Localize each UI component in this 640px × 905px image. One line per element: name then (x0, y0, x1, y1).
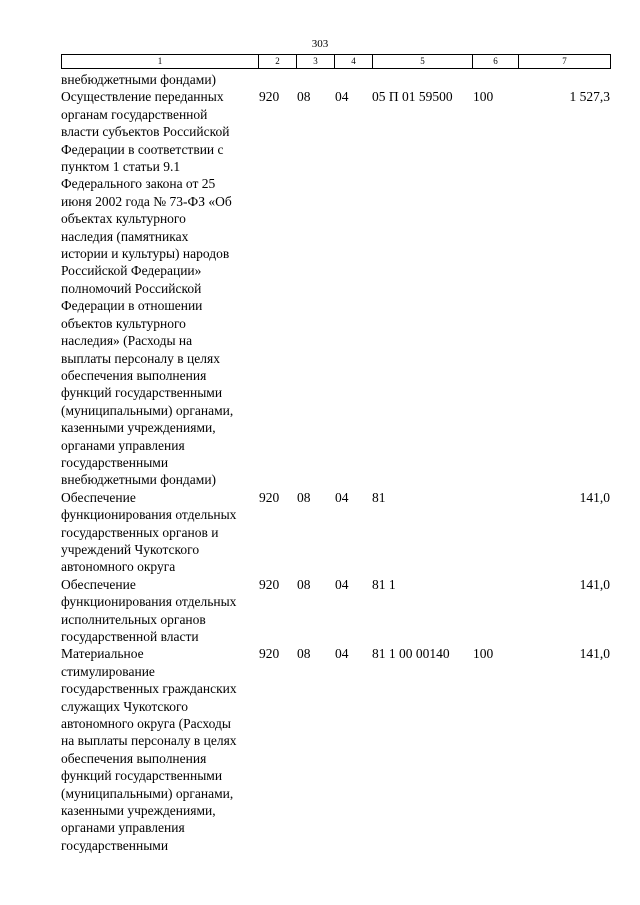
budget-table-body (61, 71, 610, 854)
description-line: выплаты персоналу в целях (61, 350, 220, 366)
section-code: 08 (297, 646, 311, 662)
description-line: обеспечения выполнения (61, 750, 207, 766)
description-line: стимулирование (61, 663, 155, 679)
column-header-1: 1 (62, 55, 259, 69)
column-header-7: 7 (519, 55, 611, 69)
target-article-code: 05 П 01 59500 (372, 89, 453, 105)
description-line: государственных органов и (61, 524, 219, 540)
description-line: государственными (61, 837, 169, 853)
description-line: пунктом 1 статьи 9.1 (61, 159, 181, 175)
description-line: служащих Чукотского (61, 698, 188, 714)
description-line: функций государственными (61, 768, 223, 784)
description-line: внебюджетными фондами) (61, 472, 217, 488)
description-line: полномочий Российской (61, 280, 202, 296)
description-line: казенными учреждениями, (61, 803, 216, 819)
description-line: функционирования отдельных (61, 507, 237, 523)
target-article-code: 81 (372, 489, 386, 505)
description-line: (муниципальными) органами, (61, 785, 234, 801)
table-row (61, 71, 610, 88)
description-line: автономного округа (61, 559, 176, 575)
description-line: казенными учреждениями, (61, 420, 216, 436)
description-line: государственных гражданских (61, 681, 237, 697)
description-line: объектов культурного (61, 315, 186, 331)
row-description (61, 71, 261, 88)
section-code: 08 (297, 489, 311, 505)
description-line: учреждений Чукотского (61, 541, 200, 557)
amount: 141,0 (579, 576, 610, 592)
description-line: Обеспечение (61, 576, 136, 592)
description-line: на выплаты персоналу в целях (61, 733, 237, 749)
description-line: Российской Федерации» (61, 263, 202, 279)
description-line: внебюджетными фондами) (61, 72, 217, 87)
description-line: органами управления (61, 437, 185, 453)
section-code: 08 (297, 89, 311, 105)
description-line: Обеспечение (61, 489, 136, 505)
description-line: органам государственной (61, 106, 208, 122)
description-line: Федерального закона от 25 (61, 176, 216, 192)
description-line: Материальное (61, 646, 144, 662)
column-header-5: 5 (373, 55, 473, 69)
grbs-code: 920 (259, 646, 280, 662)
grbs-code: 920 (259, 89, 280, 105)
row-description (61, 576, 261, 646)
subsection-code: 04 (335, 89, 349, 105)
table-row (61, 489, 610, 576)
page-number: 303 (311, 38, 329, 50)
description-line: исполнительных органов (61, 611, 206, 627)
description-line: автономного округа (Расходы (61, 716, 231, 732)
description-line: наследия» (Расходы на (61, 333, 193, 349)
column-header-4: 4 (335, 55, 373, 69)
row-description (61, 645, 261, 854)
description-line: государственными (61, 454, 169, 470)
section-code: 08 (297, 576, 311, 592)
description-line: июня 2002 года № 73-ФЗ «Об (61, 193, 232, 209)
description-line: наследия (памятниках (61, 228, 189, 244)
table-row (61, 645, 610, 854)
description-line: Федерации в отношении (61, 298, 203, 314)
column-header-2: 2 (259, 55, 297, 69)
amount: 141,0 (579, 489, 610, 505)
description-line: объектах культурного (61, 211, 186, 227)
table-row (61, 88, 610, 488)
column-header-6: 6 (473, 55, 519, 69)
expense-type-code: 100 (473, 646, 494, 662)
amount: 1 527,3 (569, 89, 610, 105)
amount: 141,0 (579, 646, 610, 662)
row-description (61, 489, 261, 576)
table-row (61, 576, 610, 646)
description-line: функций государственными (61, 385, 223, 401)
grbs-code: 920 (259, 576, 280, 592)
target-article-code: 81 1 (372, 576, 396, 592)
grbs-code: 920 (259, 489, 280, 505)
description-line: (муниципальными) органами, (61, 402, 234, 418)
description-line: органами управления (61, 820, 185, 836)
description-line: обеспечения выполнения (61, 367, 207, 383)
column-header-table (61, 54, 611, 69)
description-line: Федерации в соответствии с (61, 141, 224, 157)
column-header-3: 3 (297, 55, 335, 69)
description-line: истории и культуры) народов (61, 246, 230, 262)
subsection-code: 04 (335, 489, 349, 505)
subsection-code: 04 (335, 646, 349, 662)
description-line: власти субъектов Российской (61, 124, 230, 140)
expense-type-code: 100 (473, 89, 494, 105)
target-article-code: 81 1 00 00140 (372, 646, 450, 662)
description-line: функционирования отдельных (61, 594, 237, 610)
subsection-code: 04 (335, 576, 349, 592)
description-line: государственной власти (61, 629, 199, 644)
column-header-row (62, 55, 611, 69)
row-description (61, 88, 261, 488)
description-line: Осуществление переданных (61, 89, 224, 105)
